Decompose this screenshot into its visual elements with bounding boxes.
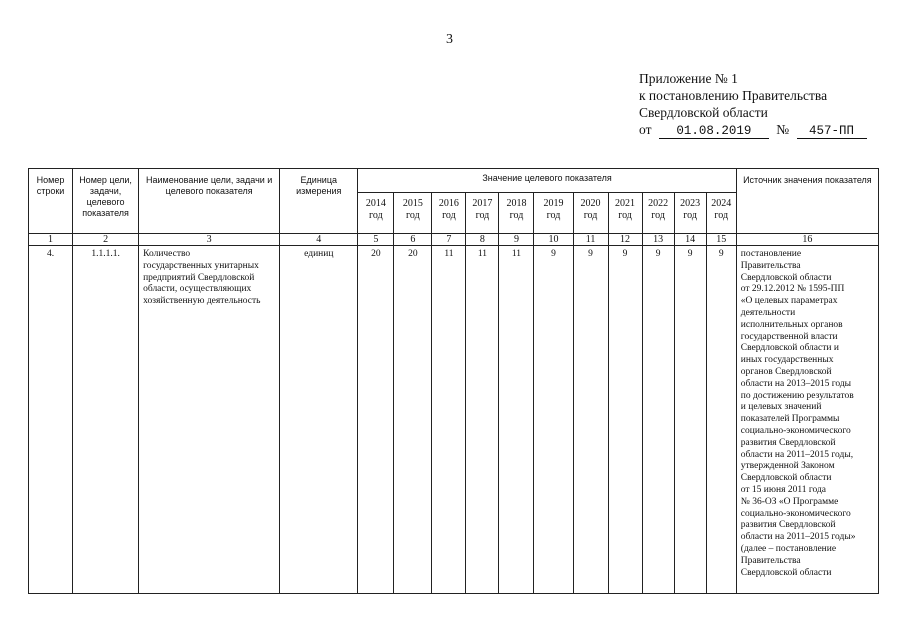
date-prefix: от xyxy=(639,122,652,137)
column-number-row xyxy=(29,234,879,246)
row-number: 4. xyxy=(29,246,73,594)
year-header xyxy=(432,193,466,234)
text-line: хозяйственную деятельность xyxy=(143,296,261,307)
value-2021: 9 xyxy=(608,246,642,594)
text-line: № 36-ОЗ «О Программе xyxy=(740,496,839,507)
column-number: 13 xyxy=(642,234,674,246)
year-header xyxy=(642,193,674,234)
handwritten-date: 01.08.2019 xyxy=(659,124,769,139)
text-line: социально-экономического xyxy=(740,508,851,519)
year-value: 2022 xyxy=(648,198,669,209)
page-number: 3 xyxy=(446,32,453,47)
year-value: 2023 xyxy=(680,198,701,209)
text-line: постановление xyxy=(740,249,802,259)
year-header xyxy=(499,193,534,234)
year-unit: год xyxy=(651,210,665,221)
value-2019: 9 xyxy=(534,246,573,594)
header-name: Наименование цели, задачи и целевого показателя xyxy=(139,169,280,234)
column-number: 8 xyxy=(466,234,499,246)
year-header xyxy=(466,193,499,234)
column-number: 4 xyxy=(280,234,358,246)
appendix-line-2: к постановлению Правительства xyxy=(639,88,828,103)
goal-number: 1.1.1.1. xyxy=(73,246,139,594)
text-line: и целевых значений xyxy=(740,402,822,413)
column-number: 11 xyxy=(573,234,608,246)
year-value: 2019 xyxy=(543,198,564,209)
appendix-line-3: Свердловской области xyxy=(639,105,768,120)
source-text xyxy=(736,246,878,594)
year-value: 2016 xyxy=(438,198,459,209)
year-header xyxy=(534,193,573,234)
handwritten-number: 457-ПП xyxy=(797,124,867,139)
year-header xyxy=(674,193,706,234)
year-unit: год xyxy=(683,210,697,221)
column-number: 15 xyxy=(706,234,736,246)
value-2020: 9 xyxy=(573,246,608,594)
text-line: Свердловской области xyxy=(740,473,832,484)
year-value: 2020 xyxy=(580,198,601,209)
text-line: Количество xyxy=(143,249,191,259)
column-number: 3 xyxy=(139,234,280,246)
column-number: 7 xyxy=(432,234,466,246)
year-unit: год xyxy=(583,210,598,221)
year-unit: год xyxy=(369,210,383,221)
text-line: Свердловской области и xyxy=(740,343,839,354)
year-unit: год xyxy=(442,210,456,221)
year-unit: год xyxy=(475,210,490,221)
year-value: 2018 xyxy=(506,198,527,209)
text-line: деятельности xyxy=(740,307,796,318)
column-number: 10 xyxy=(534,234,573,246)
year-value: 2017 xyxy=(472,198,493,209)
year-unit: год xyxy=(509,210,524,221)
text-line: органов Свердловской xyxy=(740,366,832,377)
text-line: развития Свердловской xyxy=(740,437,836,448)
text-line: показателей Программы xyxy=(740,414,840,425)
column-number: 16 xyxy=(736,234,878,246)
column-number: 2 xyxy=(73,234,139,246)
value-2023: 9 xyxy=(674,246,706,594)
year-header xyxy=(358,193,394,234)
year-value: 2014 xyxy=(365,198,386,209)
text-line: (далее – постановление xyxy=(740,543,837,554)
indicator-name xyxy=(139,246,280,594)
text-line: области на 2013–2015 годы xyxy=(740,378,852,389)
column-number: 6 xyxy=(394,234,432,246)
value-2018: 11 xyxy=(499,246,534,594)
year-unit: год xyxy=(714,210,729,221)
text-line: иных государственных xyxy=(740,355,834,366)
year-unit: год xyxy=(406,210,420,221)
value-2014: 20 xyxy=(358,246,394,594)
text-line: Правительства xyxy=(740,555,801,566)
value-2022: 9 xyxy=(642,246,674,594)
appendix-block xyxy=(639,70,867,139)
value-2024: 9 xyxy=(706,246,736,594)
year-unit: год xyxy=(546,210,561,221)
value-2015: 20 xyxy=(394,246,432,594)
column-number: 14 xyxy=(674,234,706,246)
text-line: предприятий Свердловской xyxy=(143,272,255,283)
text-line: области на 2011–2015 годы» xyxy=(740,532,856,543)
value-2016: 11 xyxy=(432,246,466,594)
text-line: по достижению результатов xyxy=(740,390,854,401)
text-line: Свердловской области xyxy=(740,567,832,578)
year-value: 2024 xyxy=(711,198,732,209)
year-header xyxy=(394,193,432,234)
year-value: 2015 xyxy=(402,198,423,209)
appendix-date-line xyxy=(639,121,867,139)
column-number: 1 xyxy=(29,234,73,246)
text-line: области на 2011–2015 годы, xyxy=(740,449,854,460)
text-line: области, осуществляющих xyxy=(143,284,252,295)
column-number: 9 xyxy=(499,234,534,246)
text-line: государственной власти xyxy=(740,331,838,342)
header-source: Источник значения показателя xyxy=(736,169,878,234)
text-line: «О целевых параметрах xyxy=(740,296,838,307)
header-row-number: Номер строки xyxy=(29,169,73,234)
header-value-group: Значение целевого показателя xyxy=(358,169,736,193)
year-header xyxy=(706,193,736,234)
indicator-table xyxy=(28,168,879,594)
text-line: Правительства xyxy=(740,260,801,271)
column-number: 5 xyxy=(358,234,394,246)
text-line: государственных унитарных xyxy=(143,260,259,271)
header-unit: Единица измерения xyxy=(280,169,358,234)
header-row xyxy=(29,169,879,193)
text-line: развития Свердловской xyxy=(740,520,836,531)
column-number: 12 xyxy=(608,234,642,246)
number-prefix: № xyxy=(776,122,790,137)
year-value: 2021 xyxy=(615,198,636,209)
year-unit: год xyxy=(618,210,632,221)
year-header xyxy=(573,193,608,234)
text-line: от 29.12.2012 № 1595-ПП xyxy=(740,284,845,295)
text-line: от 15 июня 2011 года xyxy=(740,484,827,495)
year-header xyxy=(608,193,642,234)
table-row xyxy=(29,246,879,594)
text-line: утвержденной Законом xyxy=(740,461,835,472)
header-goal-number: Номер цели, задачи, целевого показателя xyxy=(73,169,139,234)
unit: единиц xyxy=(280,246,358,594)
value-2017: 11 xyxy=(466,246,499,594)
text-line: Свердловской области xyxy=(740,272,832,283)
appendix-title: Приложение № 1 xyxy=(639,71,738,86)
text-line: социально-экономического xyxy=(740,425,851,436)
text-line: исполнительных органов xyxy=(740,319,843,330)
